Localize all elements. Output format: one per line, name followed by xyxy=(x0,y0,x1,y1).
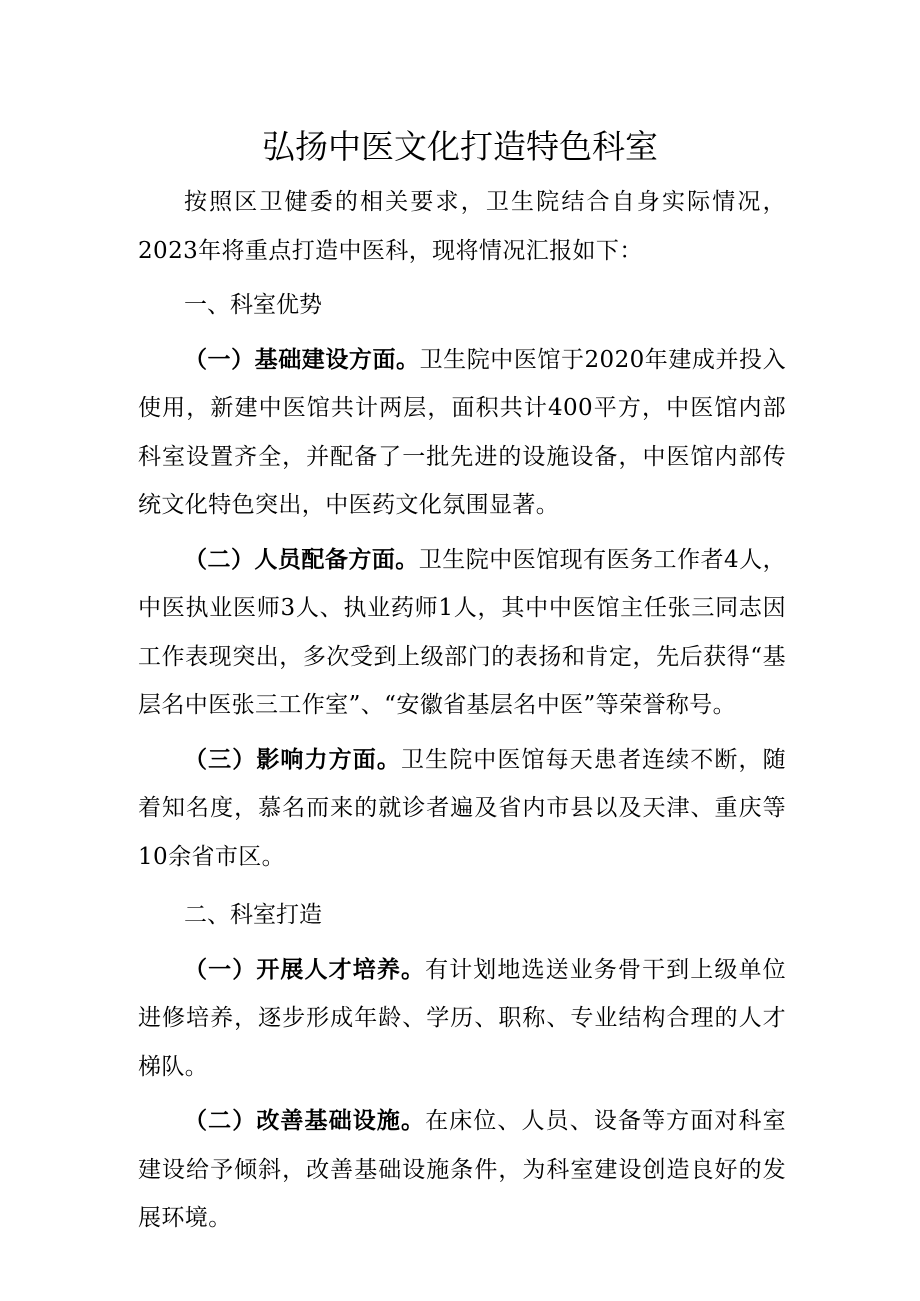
paragraph-text: 卫生院中医馆现有医务工作者4人，中医执业医师3人、执业药师1人，其中中医馆主任张三同志因工作表现突出，多次受到上级部门的表扬和肯定，先后获得“基层名中医张三工作室”、“安徽省基层名中医”等荣誉称号。 xyxy=(138,546,786,718)
paragraph-lead: （二）改善基础设施。 xyxy=(184,1108,426,1134)
document-title: 弘扬中医文化打造特色科室 xyxy=(262,127,658,166)
paragraph-talent xyxy=(138,946,786,1092)
paragraph-lead: （一）开展人才培养。 xyxy=(184,956,426,983)
spacer xyxy=(138,881,786,891)
document-body xyxy=(138,178,786,1243)
paragraph-text: 有计划地选送业务骨干到上级单位进修培养，逐步形成年龄、学历、职称、专业结构合理的人才梯队。 xyxy=(138,956,787,1080)
paragraph-staffing xyxy=(138,536,786,730)
paragraph-influence xyxy=(138,736,786,882)
paragraph-lead: （三）影响力方面。 xyxy=(184,746,401,773)
paragraph-infrastructure xyxy=(138,336,786,530)
paragraph-text: 卫生院中医馆于2020年建成并投入使用，新建中医馆共计两层，面积共计400平方，中医馆内部科室设置齐全，并配备了一批先进的设施设备，中医馆内部传统文化特色突出，中医药文化氛围显著。 xyxy=(138,346,786,518)
paragraph-text: 在床位、人员、设备等方面对科室建设给予倾斜，改善基础设施条件，为科室建设创造良好的发展环境。 xyxy=(138,1108,787,1231)
paragraph-facilities xyxy=(138,1097,786,1243)
intro-paragraph: 按照区卫健委的相关要求，卫生院结合自身实际情况，2023年将重点打造中医科，现将情况汇报如下： xyxy=(138,189,786,264)
section-heading-advantages: 一、科室优势 xyxy=(184,292,322,318)
paragraph-lead: （二）人员配备方面。 xyxy=(184,546,419,573)
section-heading-development: 二、科室打造 xyxy=(184,902,322,928)
paragraph-text: 卫生院中医馆每天患者连续不断，随着知名度，慕名而来的就诊者遍及省内市县以及天津、重庆等10余省市区。 xyxy=(138,746,786,870)
paragraph-lead: （一）基础建设方面。 xyxy=(184,346,420,373)
